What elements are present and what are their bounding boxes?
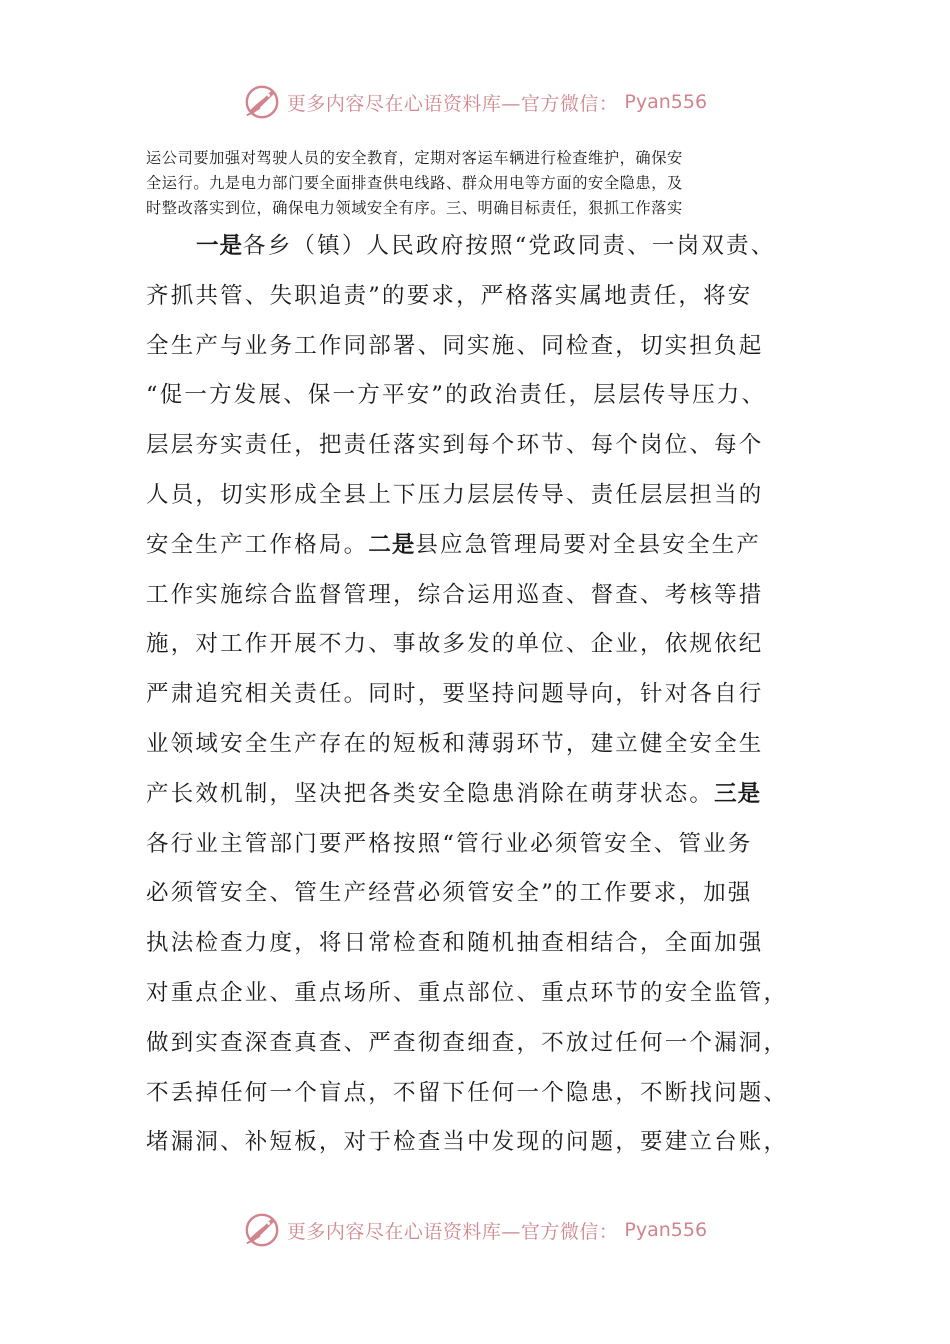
- body-line: 安全生产工作格局。二是县应急管理局要对全县安全生产: [146, 531, 762, 558]
- body-line: 齐抓共管、失职追责”的要求，严格落实属地责任，将安: [146, 282, 753, 309]
- pen-nib-logo-icon: [243, 83, 281, 121]
- footer-banner: [0, 1208, 950, 1252]
- lead-phrase: 三是: [714, 780, 762, 807]
- body-line: 堵漏洞、补短板，对于检查当中发现的问题，要建立台账，: [146, 1129, 789, 1156]
- banner-wechat-id: Pyan556: [624, 91, 708, 113]
- body-line: 对重点企业、重点场所、重点部位、重点环节的安全监管，: [146, 979, 789, 1006]
- body-line: 一是各乡（镇）人民政府按照“党政同责、一岗双责、: [196, 233, 776, 259]
- banner-text: 更多内容尽在心语资料库—官方微信：: [286, 1220, 619, 1243]
- body-line: 人员，切实形成全县上下压力层层传导、责任层层担当的: [146, 481, 764, 508]
- intro-line: 时整改落实到位，确保电力领域安全有序。三、明确目标责任，狠抓工作落实: [146, 199, 683, 217]
- intro-line: 运公司要加强对驾驶人员的安全教育，定期对客运车辆进行检查维护，确保安: [146, 149, 683, 167]
- banner-wechat-id: Pyan556: [624, 1219, 708, 1241]
- body-line: 产长效机制，坚决把各类安全隐患消除在萌芽状态。三是: [146, 780, 762, 807]
- body-line: 严肃追究相关责任。同时，要坚持问题导向，针对各自行: [146, 681, 764, 708]
- body-line: 施，对工作开展不力、事故多发的单位、企业，依规依纪: [146, 631, 764, 658]
- body-line: 全生产与业务工作同部署、同实施、同检查，切实担负起: [146, 332, 764, 359]
- body-line: 执法检查力度，将日常检查和随机抽查相结合，全面加强: [146, 930, 764, 957]
- body-line: 做到实查深查真查、严查彻查细查，不放过任何一个漏洞，: [146, 1029, 789, 1056]
- body-line: 不丢掉任何一个盲点，不留下任何一个隐患，不断找问题、: [146, 1079, 789, 1106]
- body-line: 层层夯实责任，把责任落实到每个环节、每个岗位、每个: [146, 432, 764, 459]
- lead-phrase: 一是: [196, 233, 244, 259]
- body-line: 业领域安全生产存在的短板和薄弱环节，建立健全安全生: [146, 730, 764, 757]
- lead-phrase: 二是: [368, 531, 416, 558]
- header-banner: [0, 80, 950, 124]
- intro-paragraph: [146, 146, 802, 221]
- body-line: 各行业主管部门要严格按照“管行业必须管安全、管业务: [146, 830, 753, 857]
- body-line: “促一方发展、保一方平安”的政治责任，层层传导压力、: [146, 382, 767, 409]
- intro-line: 全运行。九是电力部门要全面排查供电线路、群众用电等方面的安全隐患，及: [146, 174, 683, 192]
- main-paragraph: [146, 222, 806, 1168]
- body-line: 工作实施综合监督管理，综合运用巡查、督查、考核等措: [146, 581, 764, 608]
- body-line: 必须管安全、管生产经营必须管安全”的工作要求，加强: [146, 880, 753, 907]
- pen-nib-logo-icon: [243, 1211, 281, 1249]
- banner-text: 更多内容尽在心语资料库—官方微信：: [286, 92, 619, 115]
